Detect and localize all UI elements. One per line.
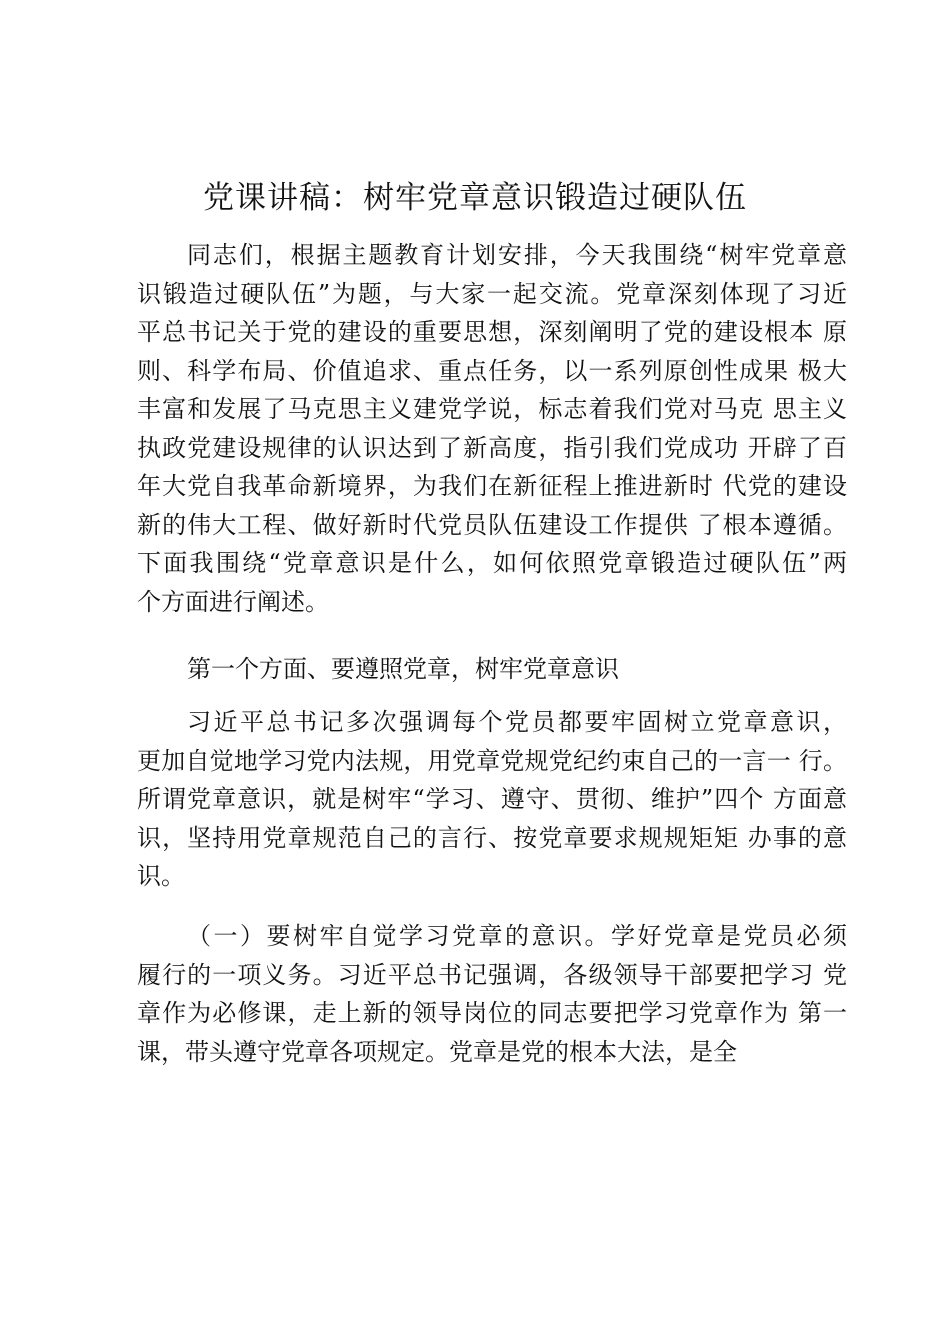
section-heading — [137, 650, 847, 689]
text-line: 丰富和发展了马克思主义建党学说，标志着我们党对马克 思主义 — [137, 395, 847, 423]
text-line: 则、科学布局、价值追求、重点任务，以一系列原创性成果 极大 — [137, 356, 847, 385]
text-line: 所谓党章意识，就是树牢“学习、遵守、贯彻、维护”四个 方面意 — [137, 785, 847, 813]
text-line: 章作为必修课，走上新的领导岗位的同志要把学习党章作为 第一 — [137, 999, 847, 1027]
text-line: 执政党建设规律的认识达到了新高度，指引我们党成功 开辟了百 — [137, 433, 847, 462]
text-line: 识，坚持用党章规范自己的言行、按党章要求规规矩矩 办事的意 — [137, 823, 847, 852]
text-line: 下面我围绕“党章意识是什么，如何依照党章锻造过硬队伍”两 — [137, 549, 847, 577]
text-line: 识锻造过硬队伍”为题，与大家一起交流。党章深刻体现了习近 — [137, 279, 847, 308]
paragraph-party-charter-awareness — [137, 703, 847, 896]
text-line: 新的伟大工程、做好新时代党员队伍建设工作提供 了根本遵循。 — [137, 510, 847, 539]
paragraph-study-charter — [137, 917, 847, 1071]
text-line: 识。 — [137, 862, 185, 890]
text-line: 同志们，根据主题教育计划安排，今天我围绕“树牢党章意 — [187, 241, 847, 269]
paragraph-intro — [137, 236, 847, 621]
document-title: 党课讲稿：树牢党章意识锻造过硬队伍 — [203, 180, 747, 216]
text-line: 个方面进行阐述。 — [137, 587, 329, 616]
text-line: 平总书记关于党的建设的重要思想，深刻阐明了党的建设根本 原 — [137, 318, 847, 346]
text-line: 课，带头遵守党章各项规定。党章是党的根本大法，是全 — [137, 1037, 737, 1066]
text-line: （一）要树牢自觉学习党章的意识。学好党章是党员必须 — [187, 922, 847, 950]
text-line: 年大党自我革命新境界，为我们在新征程上推进新时 代党的建设 — [137, 472, 847, 500]
text-line: 第一个方面、要遵照党章，树牢党章意识 — [187, 655, 619, 683]
text-line: 习近平总书记多次强调每个党员都要牢固树立党章意识， — [187, 708, 847, 736]
text-line: 更加自觉地学习党内法规，用党章党规党纪约束自己的一言一 行。 — [137, 746, 847, 775]
text-line: 履行的一项义务。习近平总书记强调，各级领导干部要把学习 党 — [137, 960, 847, 989]
